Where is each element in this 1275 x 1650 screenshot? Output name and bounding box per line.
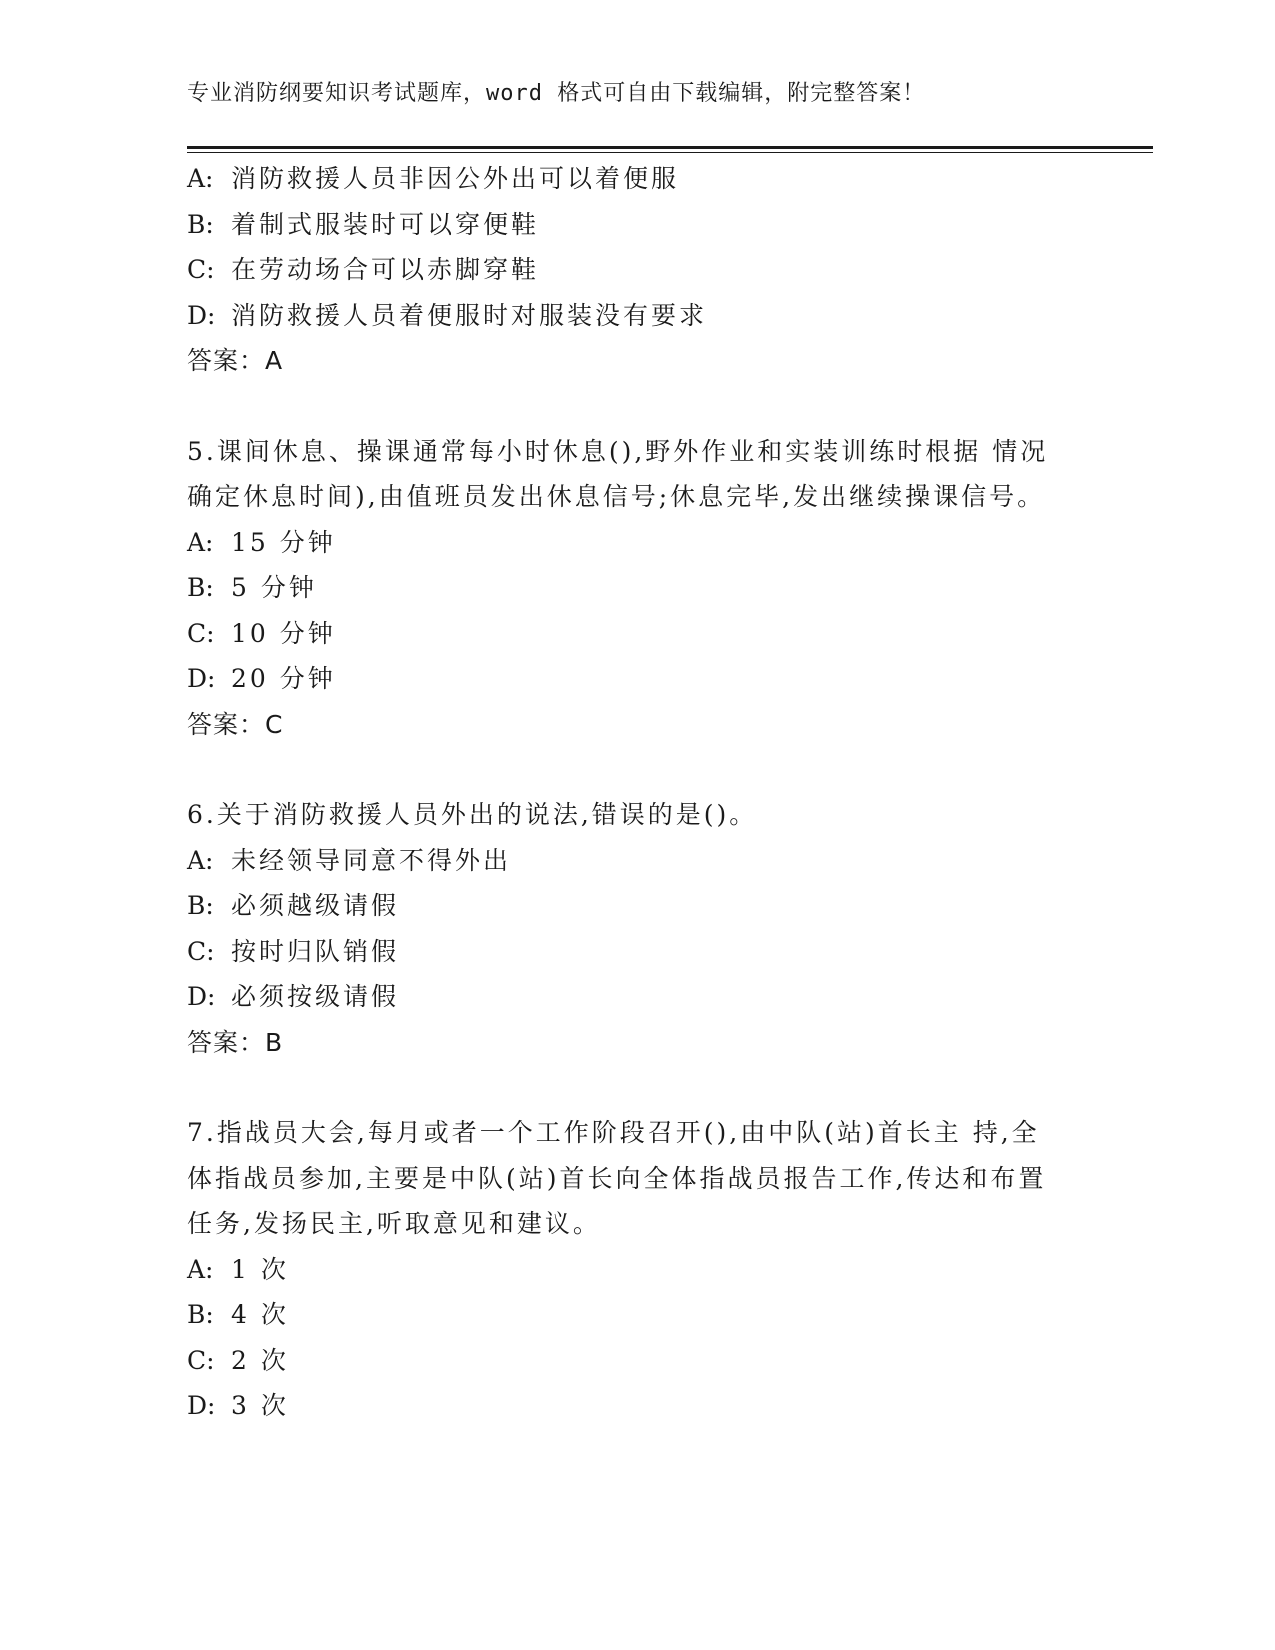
option-label: C: <box>187 936 215 966</box>
option-label: C: <box>187 1345 215 1375</box>
option-text: 必须按级请假 <box>231 982 400 1011</box>
option-label: B: <box>187 1300 214 1329</box>
option-a <box>187 838 1067 884</box>
option-d <box>187 656 1067 702</box>
option-text: 15 分钟 <box>231 527 336 557</box>
option-text: 按时归队销假 <box>231 936 400 966</box>
option-label: A: <box>187 845 214 875</box>
option-text: 着制式服装时可以穿便鞋 <box>231 209 540 239</box>
header-divider-thin <box>187 152 1153 153</box>
option-d <box>187 1383 1067 1429</box>
option-d <box>187 974 1067 1020</box>
document-body <box>187 156 1067 1429</box>
answer-line: 答案：C <box>187 709 284 739</box>
option-c <box>187 247 1067 293</box>
option-label: C: <box>187 255 215 284</box>
question-text: 7.指战员大会,每月或者一个工作阶段召开(),由中队(站)首长主 持,全体指战员参加,主要是中队(站)首长向全体指战员报告工作,传达和布置任务,发扬民主,听取意见和建议。 <box>187 1118 1047 1238</box>
option-label: C: <box>187 618 215 648</box>
option-a <box>187 1247 1067 1293</box>
question-text: 6.关于消防救援人员外出的说法,错误的是()。 <box>187 800 758 829</box>
option-text: 未经领导同意不得外出 <box>231 845 512 875</box>
option-label: D: <box>187 300 216 330</box>
option-text: 在劳动场合可以赤脚穿鞋 <box>231 255 540 284</box>
option-text: 10 分钟 <box>231 618 336 648</box>
option-b <box>187 1292 1067 1338</box>
option-a <box>187 156 1067 202</box>
option-label: D: <box>187 664 216 693</box>
question-4-continuation <box>187 156 1067 384</box>
option-label: D: <box>187 1391 216 1420</box>
question-6 <box>187 792 1067 1065</box>
option-text: 4 次 <box>231 1300 289 1329</box>
page-header: 专业消防纲要知识考试题库，word 格式可自由下载编辑，附完整答案！ <box>187 81 926 106</box>
option-c <box>187 1338 1067 1384</box>
option-label: B: <box>187 209 214 239</box>
option-text: 消防救援人员非因公外出可以着便服 <box>231 164 680 193</box>
option-c <box>187 929 1067 975</box>
option-label: A: <box>187 1254 214 1284</box>
option-text: 3 次 <box>231 1391 289 1420</box>
option-b <box>187 883 1067 929</box>
option-text: 5 分钟 <box>231 573 317 602</box>
answer-line: 答案：B <box>187 1027 284 1057</box>
option-b <box>187 202 1067 248</box>
option-d <box>187 293 1067 339</box>
option-c <box>187 611 1067 657</box>
spacer <box>187 1065 1067 1110</box>
option-text: 2 次 <box>231 1345 289 1375</box>
spacer <box>187 384 1067 429</box>
spacer <box>187 747 1067 792</box>
option-b <box>187 565 1067 611</box>
question-7 <box>187 1110 1067 1429</box>
header-divider-thick <box>187 146 1153 149</box>
question-5 <box>187 429 1067 748</box>
option-label: B: <box>187 891 214 920</box>
option-label: A: <box>187 164 214 193</box>
option-text: 1 次 <box>231 1254 289 1284</box>
question-text: 5.课间休息、操课通常每小时休息(),野外作业和实装训练时根据 情况确定休息时间),由值班员发出休息信号;休息完毕,发出继续操课信号。 <box>187 436 1049 511</box>
option-label: B: <box>187 573 214 602</box>
option-text: 20 分钟 <box>231 664 336 693</box>
answer-line: 答案：A <box>187 346 284 375</box>
option-text: 必须越级请假 <box>231 891 400 920</box>
option-a <box>187 520 1067 566</box>
option-label: A: <box>187 527 214 557</box>
option-text: 消防救援人员着便服时对服装没有要求 <box>231 300 708 330</box>
option-label: D: <box>187 982 216 1011</box>
